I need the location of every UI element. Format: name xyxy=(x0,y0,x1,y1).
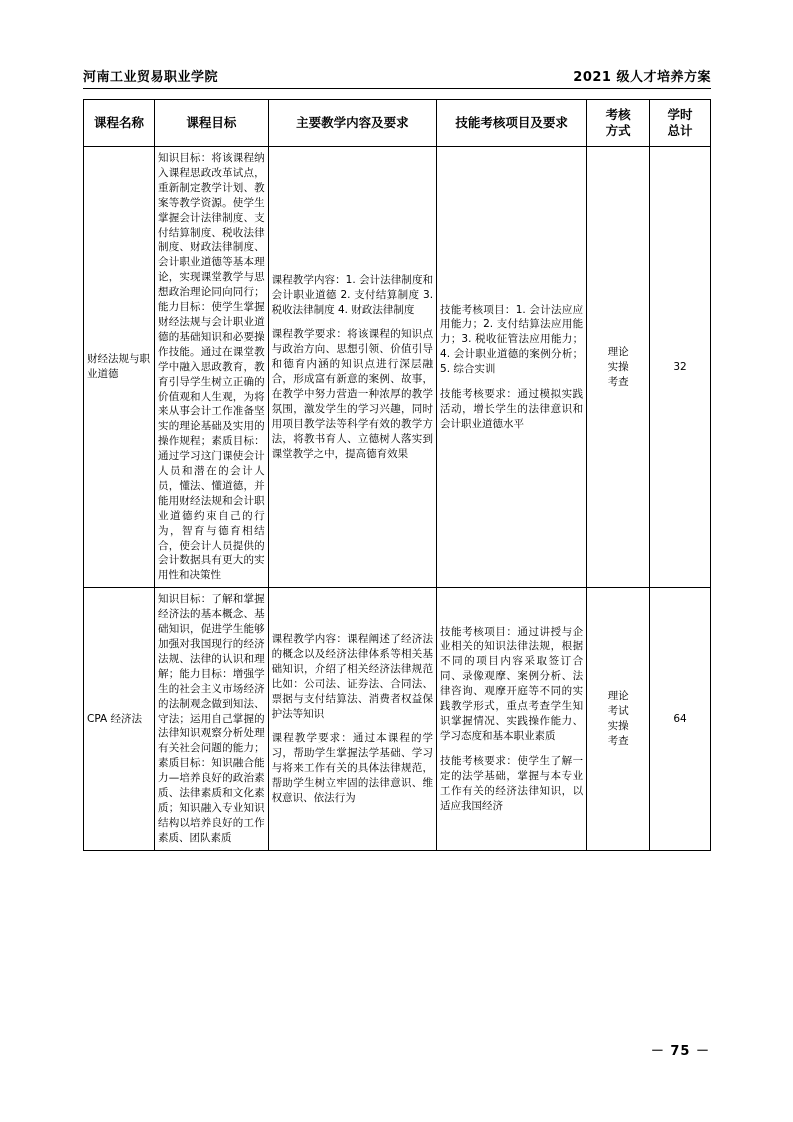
table-row xyxy=(84,588,711,850)
column-header-course-name: 课程名称 xyxy=(84,100,155,147)
curriculum-table xyxy=(83,99,711,851)
course-assessment-requirements: 技能考核要求：使学生了解一定的法学基础，掌握与本专业工作有关的经济法律知识，以适应我国经济 xyxy=(440,754,584,812)
course-total-hours: 32 xyxy=(650,147,711,588)
course-assessment xyxy=(437,147,587,588)
column-header-content: 主要教学内容及要求 xyxy=(268,100,436,147)
page-header xyxy=(83,66,711,85)
course-content-requirements: 课程教学要求：通过本课程的学习，帮助学生掌握法学基础、学习与将来工作有关的具体法律规范，帮助学生树立牢固的法律意识、维权意识、依法行为 xyxy=(271,732,434,805)
column-header-assessment-items: 技能考核项目及要求 xyxy=(437,100,587,147)
column-header-total-hours xyxy=(650,100,711,147)
header-title: 2021 级人才培养方案 xyxy=(573,70,711,85)
course-total-hours: 64 xyxy=(650,588,711,850)
course-assessment-method-line3: 实操 xyxy=(607,719,629,732)
header-institution: 河南工业贸易职业学院 xyxy=(83,70,219,85)
header-divider xyxy=(83,88,711,89)
column-header-assessment-method-line1: 考核 xyxy=(605,107,631,123)
course-content xyxy=(268,147,436,588)
course-assessment-method-line4: 考查 xyxy=(607,734,629,747)
course-assessment-items: 技能考核项目：1. 会计法应应用能力；2. 支付结算法应用能力；3. 税收征管法应用能力；4. 会计职业道德的案例分析；5. 综合实训 xyxy=(440,303,584,376)
course-content-teaching: 课程教学内容：课程阐述了经济法的概念以及经济法律体系等相关基础知识，介绍了相关经济法律规范比如：公司法、证券法、合同法、票据与支付结算法、消费者权益保护法等知识 xyxy=(271,633,434,720)
column-header-assessment-method-line2: 方式 xyxy=(605,123,631,138)
course-assessment-items: 技能考核项目：通过讲授与企业相关的知识法律法规，根据不同的项目内容采取签订合同、录像观摩、案例分析、法律咨询、观摩开庭等不同的实践教学形式，重点考查学生知识掌握情况、实践操作能力、学习态度和基本职业素质 xyxy=(440,625,584,742)
course-assessment-method-line2: 考试 xyxy=(607,705,629,718)
table-header-row xyxy=(84,100,711,147)
column-header-total-hours-line2: 总计 xyxy=(667,123,693,138)
page-number: － 75 － xyxy=(650,1044,710,1059)
course-assessment-method-line1: 理论 xyxy=(607,690,629,703)
course-assessment-method xyxy=(587,588,650,850)
course-content-teaching: 课程教学内容：1. 会计法律制度和会计职业道德 2. 支付结算制度 3. 税收法律制度 4. 财政法律制度 xyxy=(271,273,434,316)
course-assessment-method-line2: 实操 xyxy=(607,360,629,373)
course-assessment-method-line3: 考查 xyxy=(607,375,629,388)
course-assessment-requirements: 技能考核要求：通过模拟实践活动，增长学生的法律意识和会计职业道德水平 xyxy=(440,388,584,430)
column-header-objectives: 课程目标 xyxy=(155,100,269,147)
column-header-total-hours-line1: 学时 xyxy=(667,107,693,123)
course-objectives: 知识目标：将该课程纳入课程思政改革试点，重新制定教学计划、教案等教学资源。使学生掌握会计法律制度、支付结算制度、税收法律制度、财政法律制度、会计职业道德等基本理论，实现课堂教学与思想政治理论同向同行；能力目标：使学生掌握财经法规与会计职业道德的基础知识和必要操作技能。通过在课堂教学中融入思政教育，教育引导学生树立正确的价值观和人生观，为将来从事会计工作准备坚实的理论基础及实用的操作规程；素质目标：通过学习这门课使会计人员和潜在的会计人员，懂法、懂道德，并能用财经法规和会计职业道德约束自己的行为，智育与德育相结合，使会计人员提供的会计数据具有更大的实用性和决策性 xyxy=(155,147,269,588)
course-name: 财经法规与职业道德 xyxy=(84,147,155,588)
table-row xyxy=(84,147,711,588)
course-assessment-method xyxy=(587,147,650,588)
course-content-requirements: 课程教学要求：将该课程的知识点与政治方向、思想引领、价值引导和德育内涵的知识点进行深层融合，形成富有新意的案例、故事，在教学中努力营造一种浓厚的教学氛围，激发学生的学习兴趣，同时用项目教学法等科学有效的教学方法，将教书育人、立德树人落实到课堂教学之中，提高德育效果 xyxy=(271,328,434,460)
course-objectives: 知识目标：了解和掌握经济法的基本概念、基础知识，促进学生能够加强对我国现行的经济法规、法律的认识和理解；能力目标：增强学生的社会主义市场经济的法制观念做到知法、守法；运用自己掌握的法律知识观察分析处理有关社会问题的能力；素质目标：知识融合能力—培养良好的政治素质、法律素质和文化素质；知识融入专业知识结构以培养良好的工作素质、团队素质 xyxy=(155,588,269,850)
course-assessment-method-line1: 理论 xyxy=(607,345,629,358)
column-header-assessment-method xyxy=(587,100,650,147)
course-name: CPA 经济法 xyxy=(84,588,155,850)
course-assessment xyxy=(437,588,587,850)
course-content xyxy=(268,588,436,850)
